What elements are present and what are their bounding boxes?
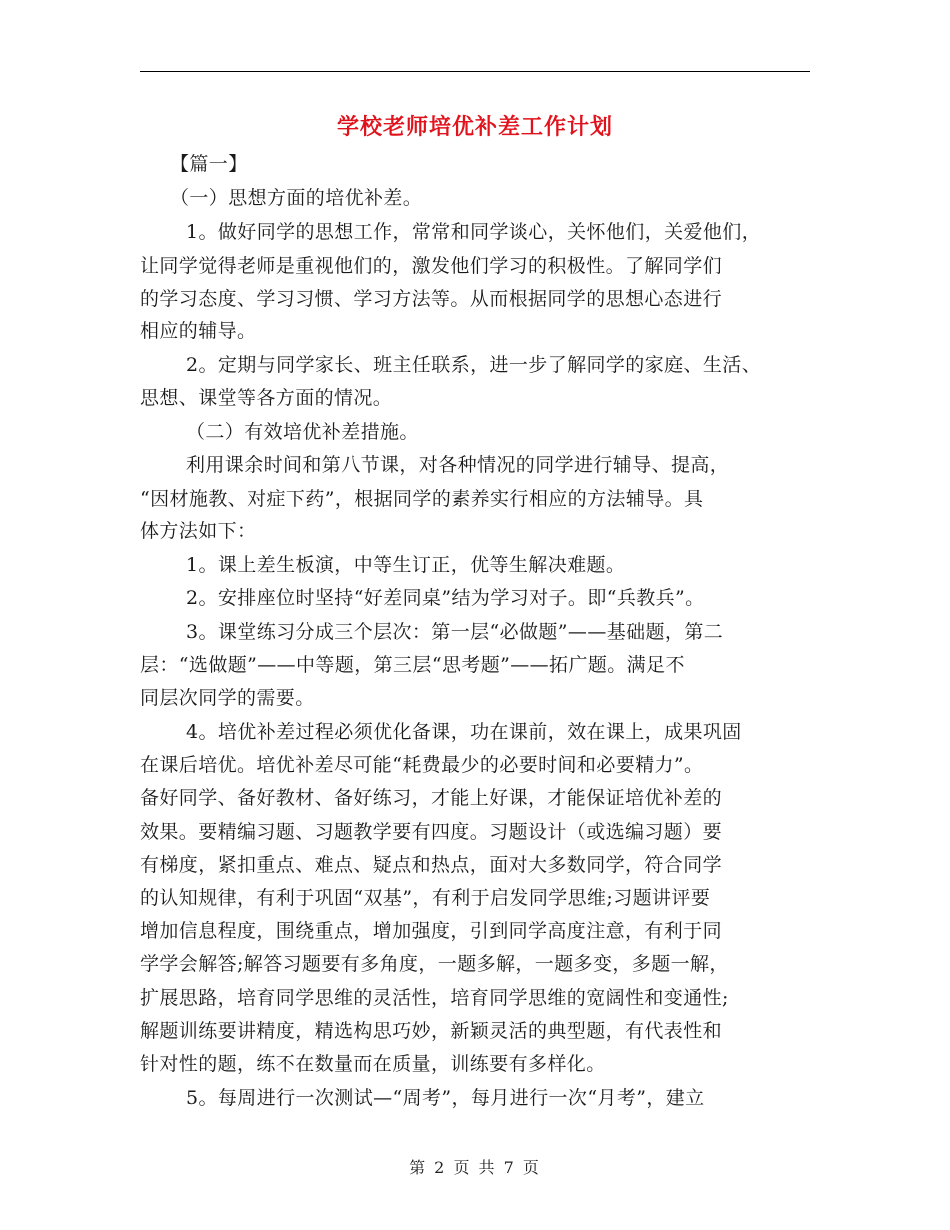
body-line: 5。每周进行一次测试—“周考”，每月进行一次“月考”，建立	[186, 1087, 705, 1109]
body-line: 3。课堂练习分成三个层次：第一层“必做题”——基础题，第二	[186, 621, 724, 643]
body-line: 学学会解答;解答习题要有多角度，一题多解，一题多变，多题一解，	[140, 953, 729, 975]
body-line: 增加信息程度，围绕重点，增加强度，引到同学高度注意，有利于同	[140, 920, 723, 942]
body-line: 的认知规律，有利于巩固“双基”，有利于启发同学思维;习题讲评要	[140, 887, 711, 909]
body-line: （二）有效培优补差措施。	[186, 421, 419, 443]
page-number: 第 2 页 共 7 页	[409, 1158, 541, 1177]
body-line: 效果。要精编习题、习题教学要有四度。习题设计（或选编习题）要	[140, 821, 723, 843]
body-line: 有梯度，紧扣重点、难点、疑点和热点，面对大多数同学，符合同学	[140, 854, 723, 876]
body-line: 2。安排座位时坚持“好差同桌”结为学习对子。即“兵教兵”。	[186, 587, 705, 609]
body-line: 让同学觉得老师是重视他们的，激发他们学习的积极性。了解同学们	[140, 255, 723, 277]
body-line: “因材施教、对症下药”，根据同学的素养实行相应的方法辅导。具	[140, 488, 704, 510]
body-line: 扩展思路，培育同学思维的灵活性，培育同学思维的宽阔性和变通性;	[140, 987, 729, 1009]
body-line: 体方法如下：	[140, 520, 257, 542]
body-line: 1。做好同学的思想工作，常常和同学谈心，关怀他们，关爱他们，	[186, 221, 762, 243]
body-line: 层：“选做题”——中等题，第三层“思考题”——拓广题。满足不	[140, 654, 685, 676]
document-title: 学校老师培优补差工作计划	[336, 114, 613, 140]
body-line: 1。课上差生板演，中等生订正，优等生解决难题。	[186, 554, 626, 576]
body-line: （一）思想方面的培优补差。	[170, 187, 423, 209]
body-line: 的学习态度、学习习惯、学习方法等。从而根据同学的思想心态进行	[140, 288, 723, 310]
body-line: 在课后培优。培优补差尽可能“耗费最少的必要时间和必要精力”。	[140, 754, 704, 776]
body-line: 相应的辅导。	[140, 320, 257, 342]
body-line: 【篇一】	[170, 153, 248, 175]
body-line: 解题训练要讲精度，精选构思巧妙，新颖灵活的典型题，有代表性和	[140, 1020, 723, 1042]
body-line: 4。培优补差过程必须优化备课，功在课前，效在课上，成果巩固	[186, 721, 742, 743]
body-line: 同层次同学的需要。	[140, 687, 315, 709]
body-line: 备好同学、备好教材、备好练习，才能上好课，才能保证培优补差的	[140, 787, 723, 809]
body-line: 2。定期与同学家长、班主任联系，进一步了解同学的家庭、生活、	[186, 354, 762, 376]
body-line: 思想、课堂等各方面的情况。	[140, 387, 393, 409]
header-rule	[140, 71, 810, 72]
body-line: 针对性的题，练不在数量而在质量，训练要有多样化。	[140, 1053, 606, 1075]
body-line: 利用课余时间和第八节课，对各种情况的同学进行辅导、提高，	[186, 454, 730, 476]
